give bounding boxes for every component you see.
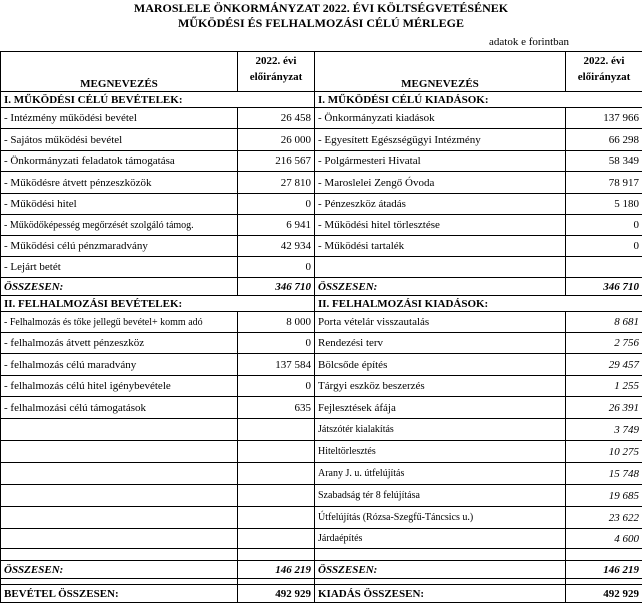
expense-item-amount: 1 255	[566, 376, 642, 397]
spacer-cell	[238, 549, 315, 561]
expense-item-amount: 78 917	[566, 172, 642, 194]
capital-sum-label-left: ÖSSZESEN:	[1, 561, 238, 579]
income-item-amount: 137 584	[238, 354, 315, 376]
table-row	[1, 419, 642, 441]
capital-sum-label-right: ÖSSZESEN:	[315, 561, 566, 579]
table-row	[1, 257, 642, 278]
operating-sum-row	[1, 278, 642, 296]
income-item-name: - Lejárt betét	[1, 257, 238, 278]
income-item-name	[1, 529, 238, 549]
income-item-amount	[238, 485, 315, 507]
table-row	[1, 354, 642, 376]
income-item-amount	[238, 463, 315, 485]
expense-item-name: Arany J. u. útfelújítás	[315, 463, 566, 485]
income-item-amount: 8 000	[238, 312, 315, 333]
table-row	[1, 108, 642, 129]
expense-item-amount: 10 275	[566, 441, 642, 463]
operating-sum-label-right: ÖSSZESEN:	[315, 278, 566, 296]
table-row	[1, 507, 642, 529]
income-item-name: - Működési hitel	[1, 194, 238, 215]
expense-item-name: Rendezési terv	[315, 333, 566, 354]
header-name-right: MEGNEVEZÉS	[315, 52, 566, 92]
income-item-amount: 635	[238, 397, 315, 419]
expense-item-name: - Önkormányzati kiadások	[315, 108, 566, 129]
expense-item-amount: 15 748	[566, 463, 642, 485]
spacer-cell	[1, 549, 238, 561]
income-item-name: - Önkormányzati feladatok támogatása	[1, 151, 238, 172]
income-item-amount: 0	[238, 376, 315, 397]
income-item-name: - felhalmozás célú maradvány	[1, 354, 238, 376]
table-row	[1, 129, 642, 151]
income-item-name: - Működésre átvett pénzeszközök	[1, 172, 238, 194]
expense-item-amount: 0	[566, 215, 642, 236]
expense-item-name: Tárgyi eszköz beszerzés	[315, 376, 566, 397]
income-item-name: - Működőképesség megőrzését szolgáló támog.	[1, 215, 238, 236]
expense-item-name: Fejlesztések áfája	[315, 397, 566, 419]
expense-item-name: - Működési tartalék	[315, 236, 566, 257]
header-amount-left-line2: előirányzat	[249, 71, 303, 83]
header-amount-right-line2: előirányzat	[577, 71, 631, 83]
expense-item-amount: 2 756	[566, 333, 642, 354]
income-item-name: - Sajátos működési bevétel	[1, 129, 238, 151]
income-item-name: - Intézmény működési bevétel	[1, 108, 238, 129]
expense-item-amount: 26 391	[566, 397, 642, 419]
budget-table	[0, 51, 642, 603]
expense-item-amount: 3 749	[566, 419, 642, 441]
expense-total-label: KIADÁS ÖSSZESEN:	[315, 585, 566, 603]
table-row	[1, 194, 642, 215]
expense-item-name: Útfelújítás (Rózsa-Szegfű-Táncsics u.)	[315, 507, 566, 529]
header-amount-left-line1: 2022. évi	[255, 55, 297, 67]
table-row	[1, 312, 642, 333]
spacer-cell	[566, 549, 642, 561]
table-row	[1, 463, 642, 485]
income-item-name: - felhalmozási célú támogatások	[1, 397, 238, 419]
table-row	[1, 215, 642, 236]
income-item-amount	[238, 507, 315, 529]
expense-item-amount: 8 681	[566, 312, 642, 333]
expense-item-name: Járdaépítés	[315, 529, 566, 549]
expense-item-amount	[566, 257, 642, 278]
capital-expense-title: II. FELHALMOZÁSI KIADÁSOK:	[315, 296, 642, 312]
operating-sum-left: 346 710	[238, 278, 315, 296]
income-item-amount: 42 934	[238, 236, 315, 257]
unit-note: adatok e forintban	[489, 36, 570, 48]
expense-item-amount: 29 457	[566, 354, 642, 376]
expense-item-name	[315, 257, 566, 278]
expense-item-amount: 0	[566, 236, 642, 257]
operating-income-title: I. MŰKÖDÉSI CÉLÚ BEVÉTELEK:	[1, 92, 315, 108]
income-item-amount	[238, 529, 315, 549]
expense-item-amount: 66 298	[566, 129, 642, 151]
table-row	[1, 397, 642, 419]
expense-item-name: Bölcsőde építés	[315, 354, 566, 376]
income-item-name: - Felhalmozás és tőke jellegű bevétel+ komm adó	[1, 312, 238, 333]
operating-sum-right: 346 710	[566, 278, 642, 296]
income-total-label: BEVÉTEL ÖSSZESEN:	[1, 585, 238, 603]
header-amount-right-line1: 2022. évi	[583, 55, 625, 67]
grand-total-row	[1, 585, 642, 603]
spacer-row	[1, 549, 642, 561]
expense-item-name: Hiteltörlesztés	[315, 441, 566, 463]
income-item-amount	[238, 419, 315, 441]
header-name-left: MEGNEVEZÉS	[1, 52, 238, 92]
income-item-amount: 216 567	[238, 151, 315, 172]
table-row	[1, 333, 642, 354]
capital-sum-left: 146 219	[238, 561, 315, 579]
expense-item-amount: 23 622	[566, 507, 642, 529]
table-row	[1, 151, 642, 172]
expense-total-value: 492 929	[566, 585, 642, 603]
income-item-name: - felhalmozás átvett pénzeszköz	[1, 333, 238, 354]
table-row	[1, 441, 642, 463]
expense-item-name: Szabadság tér 8 felújítása	[315, 485, 566, 507]
spacer-cell	[315, 549, 566, 561]
expense-item-name: - Működési hitel törlesztése	[315, 215, 566, 236]
table-row	[1, 236, 642, 257]
income-item-amount: 0	[238, 257, 315, 278]
header-amount-left	[238, 52, 315, 92]
expense-item-amount: 19 685	[566, 485, 642, 507]
income-item-name	[1, 485, 238, 507]
capital-sum-row	[1, 561, 642, 579]
income-item-name	[1, 419, 238, 441]
operating-expense-title: I. MŰKÖDÉSI CÉLÚ KIADÁSOK:	[315, 92, 642, 108]
table-row	[1, 376, 642, 397]
income-item-amount: 6 941	[238, 215, 315, 236]
header-amount-right	[566, 52, 642, 92]
expense-item-amount: 5 180	[566, 194, 642, 215]
income-item-name	[1, 441, 238, 463]
capital-sum-right: 146 219	[566, 561, 642, 579]
header-row	[1, 52, 642, 92]
expense-item-name: - Maroslelei Zengő Óvoda	[315, 172, 566, 194]
income-item-name	[1, 507, 238, 529]
table-row	[1, 172, 642, 194]
operating-sum-label-left: ÖSSZESEN:	[1, 278, 238, 296]
expense-item-amount: 4 600	[566, 529, 642, 549]
document-subtitle: MŰKÖDÉSI ÉS FELHALMOZÁSI CÉLÚ MÉRLEGE	[177, 16, 465, 30]
operating-section-row	[1, 92, 642, 108]
table-row	[1, 529, 642, 549]
expense-item-name: Játszótér kialakítás	[315, 419, 566, 441]
table-row	[1, 485, 642, 507]
expense-item-name: - Polgármesteri Hivatal	[315, 151, 566, 172]
capital-section-row	[1, 296, 642, 312]
expense-item-amount: 137 966	[566, 108, 642, 129]
income-item-amount: 26 458	[238, 108, 315, 129]
capital-income-title: II. FELHALMOZÁSI BEVÉTELEK:	[1, 296, 315, 312]
income-item-amount	[238, 441, 315, 463]
income-total-value: 492 929	[238, 585, 315, 603]
expense-item-name: - Pénzeszköz átadás	[315, 194, 566, 215]
expense-item-name: - Egyesített Egészségügyi Intézmény	[315, 129, 566, 151]
expense-item-amount: 58 349	[566, 151, 642, 172]
income-item-name: - felhalmozás célú hitel igénybevétele	[1, 376, 238, 397]
income-item-amount: 27 810	[238, 172, 315, 194]
income-item-amount: 0	[238, 333, 315, 354]
income-item-amount: 26 000	[238, 129, 315, 151]
document-title: MAROSLELE ÖNKORMÁNYZAT 2022. ÉVI KÖLTSÉGVETÉSÉNEK	[133, 1, 509, 15]
income-item-amount: 0	[238, 194, 315, 215]
income-item-name	[1, 463, 238, 485]
income-item-name: - Működési célú pénzmaradvány	[1, 236, 238, 257]
expense-item-name: Porta vételár visszautalás	[315, 312, 566, 333]
